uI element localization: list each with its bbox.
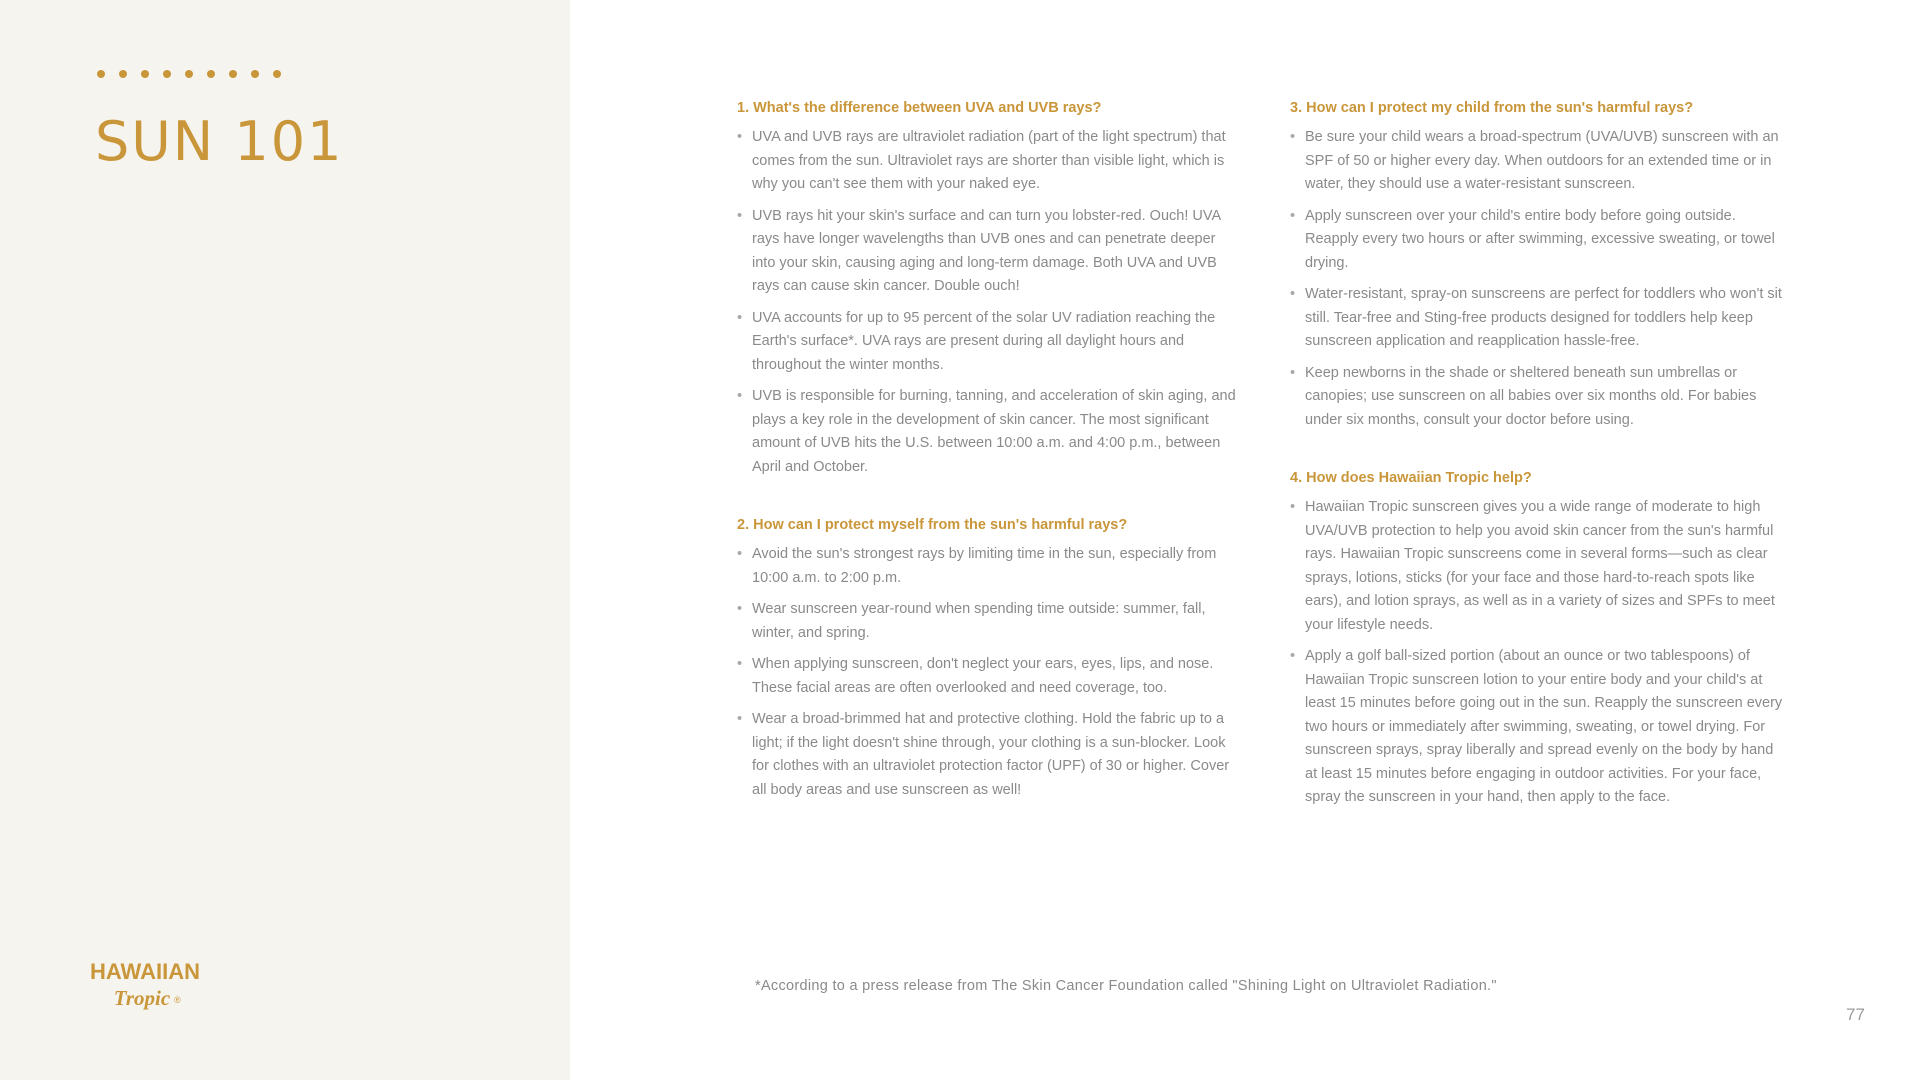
- decorative-dot: [229, 70, 237, 78]
- decorative-dot: [119, 70, 127, 78]
- decorative-dot: [141, 70, 149, 78]
- hawaiian-tropic-logo: [90, 955, 200, 1015]
- qa-section: [737, 100, 1237, 479]
- bullet-item: • Keep newborns in the shade or sheltered beneath sun umbrellas or canopies; use sunscreen on all babies over six months old. For babies under six months, consult your doctor before using.: [1290, 362, 1785, 433]
- bullet-item: • Hawaiian Tropic sunscreen gives you a wide range of moderate to high UVA/UVB protection to help you avoid skin cancer from the sun's harmful rays. Hawaiian Tropic sunscreens come in several forms—such as clear sprays, lotions, sticks (for your face and those hard-to-reach spots like ears), and lotion sprays, as well as in a variety of sizes and SPFs to meet your lifestyle needs.: [1290, 496, 1785, 637]
- page-number: 77: [1846, 1005, 1865, 1024]
- decorative-dot: [185, 70, 193, 78]
- qa-section: [1290, 100, 1785, 432]
- section-heading: 4. How does Hawaiian Tropic help?: [1290, 470, 1532, 486]
- bullet-item: • UVA and UVB rays are ultraviolet radiation (part of the light spectrum) that comes from the sun. Ultraviolet rays are shorter than visible light, which is why you can't see them with your naked eye.: [737, 126, 1237, 197]
- decorative-dots: [97, 70, 281, 78]
- decorative-dot: [251, 70, 259, 78]
- bullet-list: [1290, 126, 1785, 432]
- bullet-item: • Water-resistant, spray-on sunscreens are perfect for toddlers who won't sit still. Tear-free and Sting-free products designed for toddlers help keep sunscreen application and reapplication hassle-free.: [1290, 283, 1785, 354]
- bullet-item: • UVB rays hit your skin's surface and can turn you lobster-red. Ouch! UVA rays have longer wavelengths than UVB ones and can penetrate deeper into your skin, causing aging and long-term damage. Both UVA and UVB rays can cause skin cancer. Double ouch!: [737, 205, 1237, 299]
- logo-line2: Tropic: [113, 986, 171, 1010]
- decorative-dot: [97, 70, 105, 78]
- bullet-item: • Wear sunscreen year-round when spending time outside: summer, fall, winter, and spring.: [737, 598, 1237, 645]
- decorative-dot: [163, 70, 171, 78]
- bullet-item: • When applying sunscreen, don't neglect your ears, eyes, lips, and nose. These facial areas are often overlooked and need coverage, too.: [737, 653, 1237, 700]
- footnote: *According to a press release from The Skin Cancer Foundation called "Shining Light on Ultraviolet Radiation.": [755, 978, 1497, 994]
- bullet-item: • Wear a broad-brimmed hat and protective clothing. Hold the fabric up to a light; if the light doesn't shine through, your clothing is a sun-blocker. Look for clothes with an ultraviolet protection factor (UPF) of 30 or higher. Cover all body areas and use sunscreen as well!: [737, 708, 1237, 802]
- bullet-list: [737, 543, 1237, 802]
- left-column: [737, 100, 1237, 840]
- right-column: [1290, 100, 1785, 848]
- decorative-dot: [273, 70, 281, 78]
- page-title: SUN 101: [95, 110, 344, 173]
- bullet-item: • Apply a golf ball-sized portion (about an ounce or two tablespoons) of Hawaiian Tropic sunscreen lotion to your entire body and your child's at least 15 minutes before going out in the sun. Reapply the sunscreen every two hours or immediately after swimming, sweating, or towel drying. For sunscreen sprays, spray liberally and spread evenly on the body by hand at least 15 minutes before engaging in outdoor activities. For your face, spray the sunscreen in your hand, then apply to the face.: [1290, 645, 1785, 810]
- bullet-item: • Be sure your child wears a broad-spectrum (UVA/UVB) sunscreen with an SPF of 50 or higher every day. When outdoors for an extended time or in water, they should use a water-resistant sunscreen.: [1290, 126, 1785, 197]
- qa-section: [737, 517, 1237, 802]
- decorative-dot: [207, 70, 215, 78]
- sidebar-panel: [0, 0, 570, 1080]
- bullet-item: • Avoid the sun's strongest rays by limiting time in the sun, especially from 10:00 a.m. to 2:00 p.m.: [737, 543, 1237, 590]
- logo-registered-mark: ®: [174, 995, 181, 1005]
- section-heading: 1. What's the difference between UVA and UVB rays?: [737, 100, 1102, 116]
- bullet-item: • Apply sunscreen over your child's entire body before going outside. Reapply every two hours or after swimming, excessive sweating, or towel drying.: [1290, 205, 1785, 276]
- bullet-list: [1290, 496, 1785, 810]
- qa-section: [1290, 470, 1785, 810]
- section-heading: 2. How can I protect myself from the sun's harmful rays?: [737, 517, 1128, 533]
- bullet-list: [737, 126, 1237, 479]
- bullet-item: • UVB is responsible for burning, tanning, and acceleration of skin aging, and plays a key role in the development of skin cancer. The most significant amount of UVB hits the U.S. between 10:00 a.m. and 4:00 p.m., between April and October.: [737, 385, 1237, 479]
- bullet-item: • UVA accounts for up to 95 percent of the solar UV radiation reaching the Earth's surface*. UVA rays are present during all daylight hours and throughout the winter months.: [737, 307, 1237, 378]
- section-heading: 3. How can I protect my child from the sun's harmful rays?: [1290, 100, 1694, 116]
- logo-line1: HAWAIIAN: [90, 959, 200, 984]
